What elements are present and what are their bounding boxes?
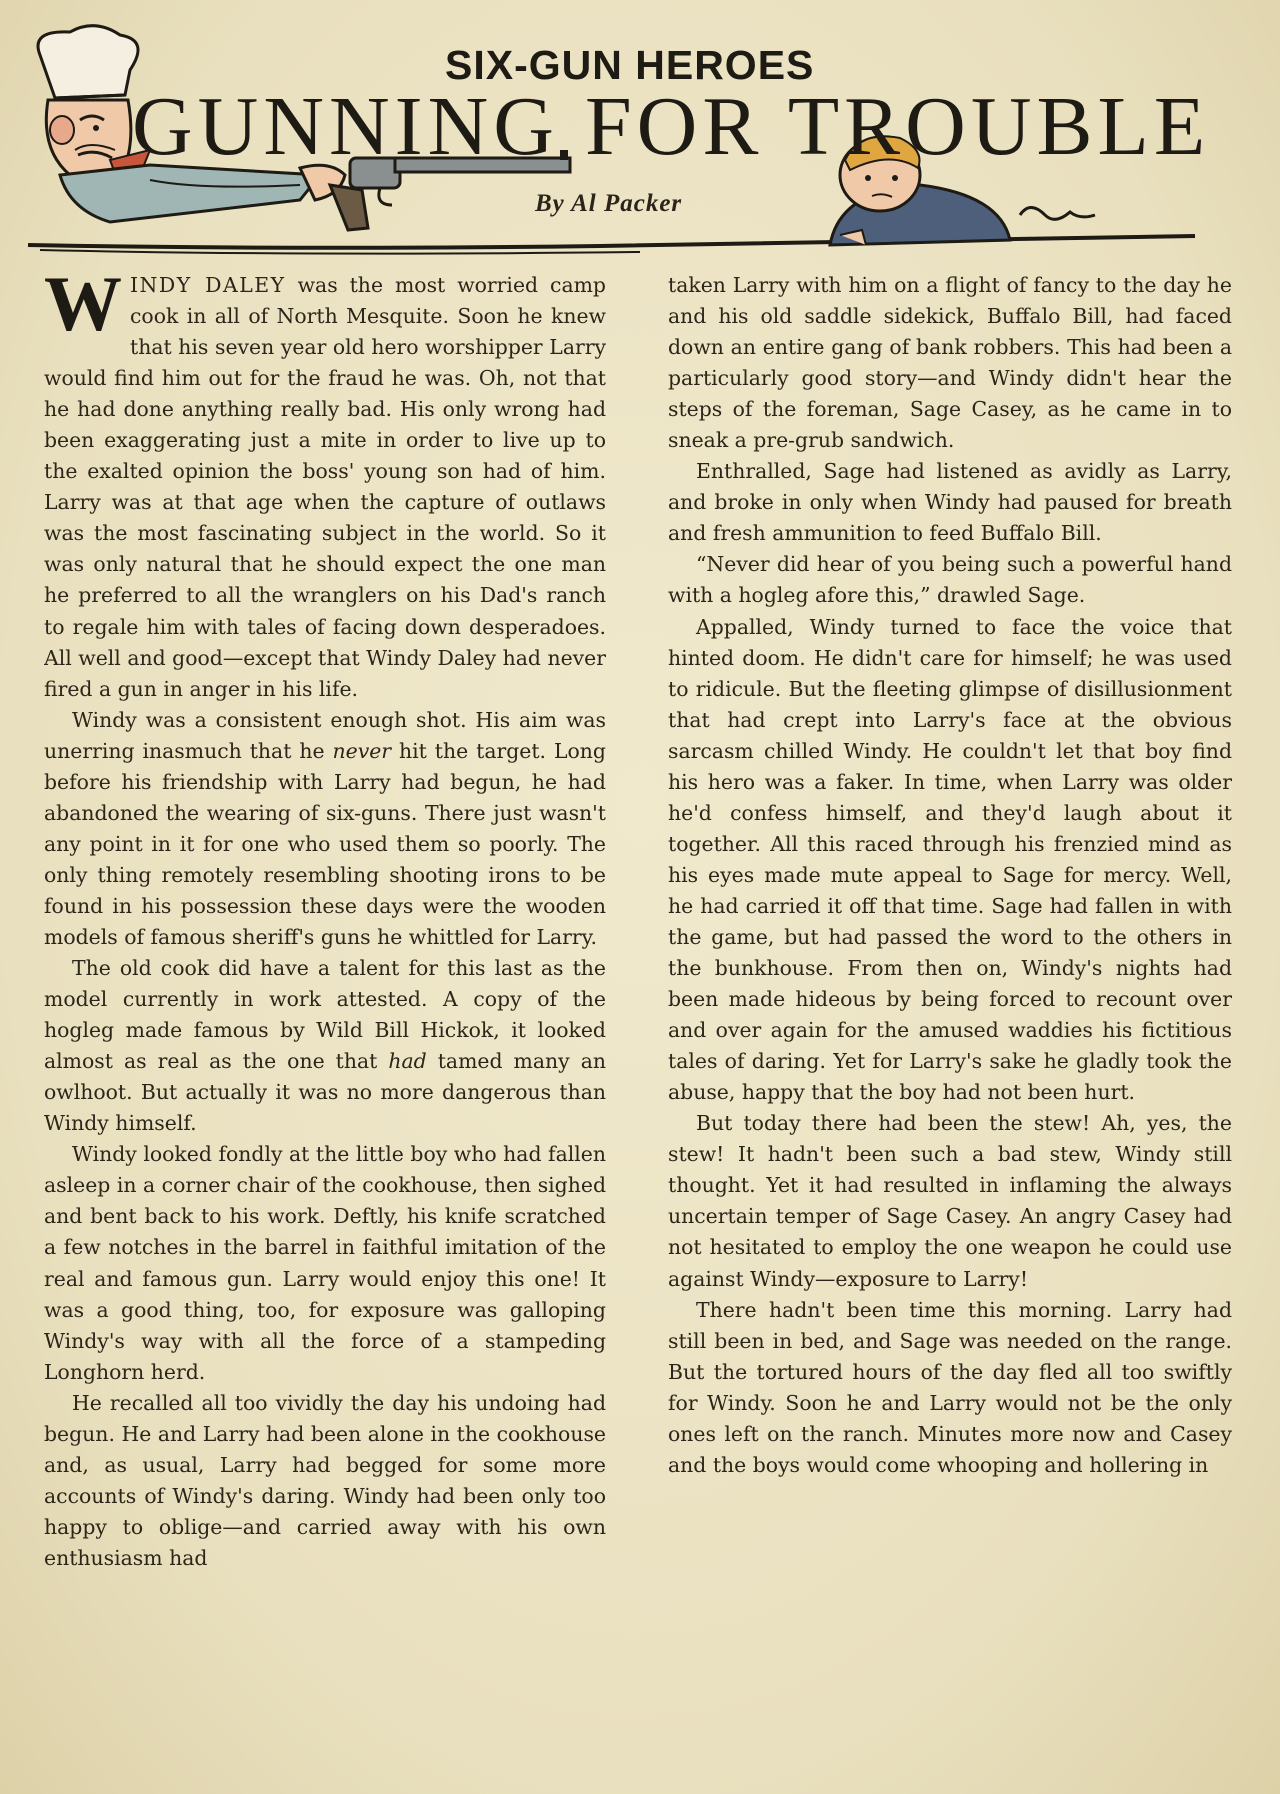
- paragraph: taken Larry with him on a flight of fancy to the day he and his old saddle sidekick, Buffalo Bill, had faced down an entire gang of bank robbers. This had been a particularly good story—and Windy didn't hear the steps of the foreman, Sage Casey, as he came in to sneak a pre-grub sandwich.: [668, 273, 1232, 453]
- paragraph: He recalled all too vividly the day his undoing had begun. He and Larry had been alone in the cookhouse and, as usual, Larry had begged for some more accounts of Windy's daring. Windy had been only too happy to oblige—and carried away with his own enthusiasm had: [44, 1390, 606, 1570]
- paragraph: But today there had been the stew! Ah, yes, the stew! It hadn't been such a bad stew, Windy still thought. Yet it had resulted in inflaming the always uncertain temper of Sage Casey. An angry Casey had not hesitated to employ the one weapon he could use against Windy—exposure to Larry!: [668, 1111, 1232, 1291]
- paragraph: [44, 270, 606, 705]
- text-column-left: [44, 270, 606, 1735]
- series-title: SIX-GUN HEROES: [445, 42, 815, 88]
- paragraph: [44, 705, 606, 953]
- text-column-right: [668, 270, 1232, 1735]
- paragraph-text: tamed many an owlhoot. But actually it was no more dangerous than Windy himself.: [44, 1049, 606, 1136]
- story-title: GUNNING FOR TROUBLE: [132, 80, 1211, 173]
- paragraph-text: hit the target. Long before his friendship with Larry had begun, he had abandoned the wearing of six-guns. There just wasn't any point in it for one who used them so poorly. The only thing remotely resembling shooting irons to be found in his possession these days were the wooden models of famous sheriff's guns he whittled for Larry.: [44, 738, 606, 949]
- drop-cap: W: [44, 270, 122, 347]
- paragraph-text: Windy was a consistent enough shot. His aim was unerring inasmuch that he: [44, 707, 606, 763]
- lead-in: INDY DALEY: [130, 273, 286, 297]
- paragraph: [44, 953, 606, 1139]
- byline: By Al Packer: [535, 190, 683, 217]
- paragraph: Enthralled, Sage had listened as avidly as Larry, and broke in only when Windy had paused for breath and fresh ammunition to feed Buffalo Bill.: [668, 459, 1232, 546]
- paragraph: Windy looked fondly at the little boy who had fallen asleep in a corner chair of the cookhouse, then sighed and bent back to his work. Deftly, his knife scratched a few notches in the barrel in faithful imitation of the real and famous gun. Larry would enjoy this one! It was a good thing, too, for exposure was galloping Windy's way with all the force of a stampeding Longhorn herd.: [44, 1142, 606, 1384]
- emphasis: had: [388, 1049, 427, 1074]
- paragraph: Appalled, Windy turned to face the voice that hinted doom. He didn't care for himself; he was used to ridicule. But the fleeting glimpse of disillusionment that had crept into Larry's face at the obvious sarcasm chilled Windy. He couldn't let that boy find his hero was a faker. In time, when Larry was older he'd confess himself, and they'd laugh about it together. All this raced through his frenzied mind as his eyes made mute appeal to Sage for mercy. Well, he had carried it off that time. Sage had fallen in with the game, but had passed the word to the others in the bunkhouse. From then on, Windy's nights had been made hideous by being forced to recount over and over again for the amused waddies his fictitious tales of daring. Yet for Larry's sake he gladly took the abuse, happy that the boy had not been hurt.: [668, 614, 1232, 1105]
- paragraph: “Never did hear of you being such a powerful hand with a hogleg afore this,” drawled Sage.: [668, 552, 1232, 608]
- paragraph-text: The old cook did have a talent for this last as the model currently in work attested. A copy of the hogleg made famous by Wild Bill Hickok, it looked almost as real as the one that: [44, 956, 606, 1074]
- paragraph: There hadn't been time this morning. Larry had still been in bed, and Sage was needed on the range. But the tortured hours of the day fled all too swiftly for Windy. Soon he and Larry would not be the only ones left on the ranch. Minutes more now and Casey and the boys would come whooping and hollering in: [668, 1297, 1232, 1477]
- paragraph-text: was the most worried camp cook in all of North Mesquite. Soon he knew that his seven year old hero worshipper Larry would find him out for the fraud he was. Oh, not that he had done anything really bad. His only wrong had been exaggerating just a mite in order to live up to the exalted opinion the boss' young son had of him. Larry was at that age when the capture of outlaws was the most fascinating subject in the world. So it was only natural that he should expect the one man he preferred to all the wranglers on his Dad's ranch to regale him with tales of facing down desperadoes. All well and good—except that Windy Daley had never fired a gun in anger in his life.: [44, 273, 606, 701]
- emphasis: never: [332, 738, 392, 763]
- story-header: [0, 0, 1280, 265]
